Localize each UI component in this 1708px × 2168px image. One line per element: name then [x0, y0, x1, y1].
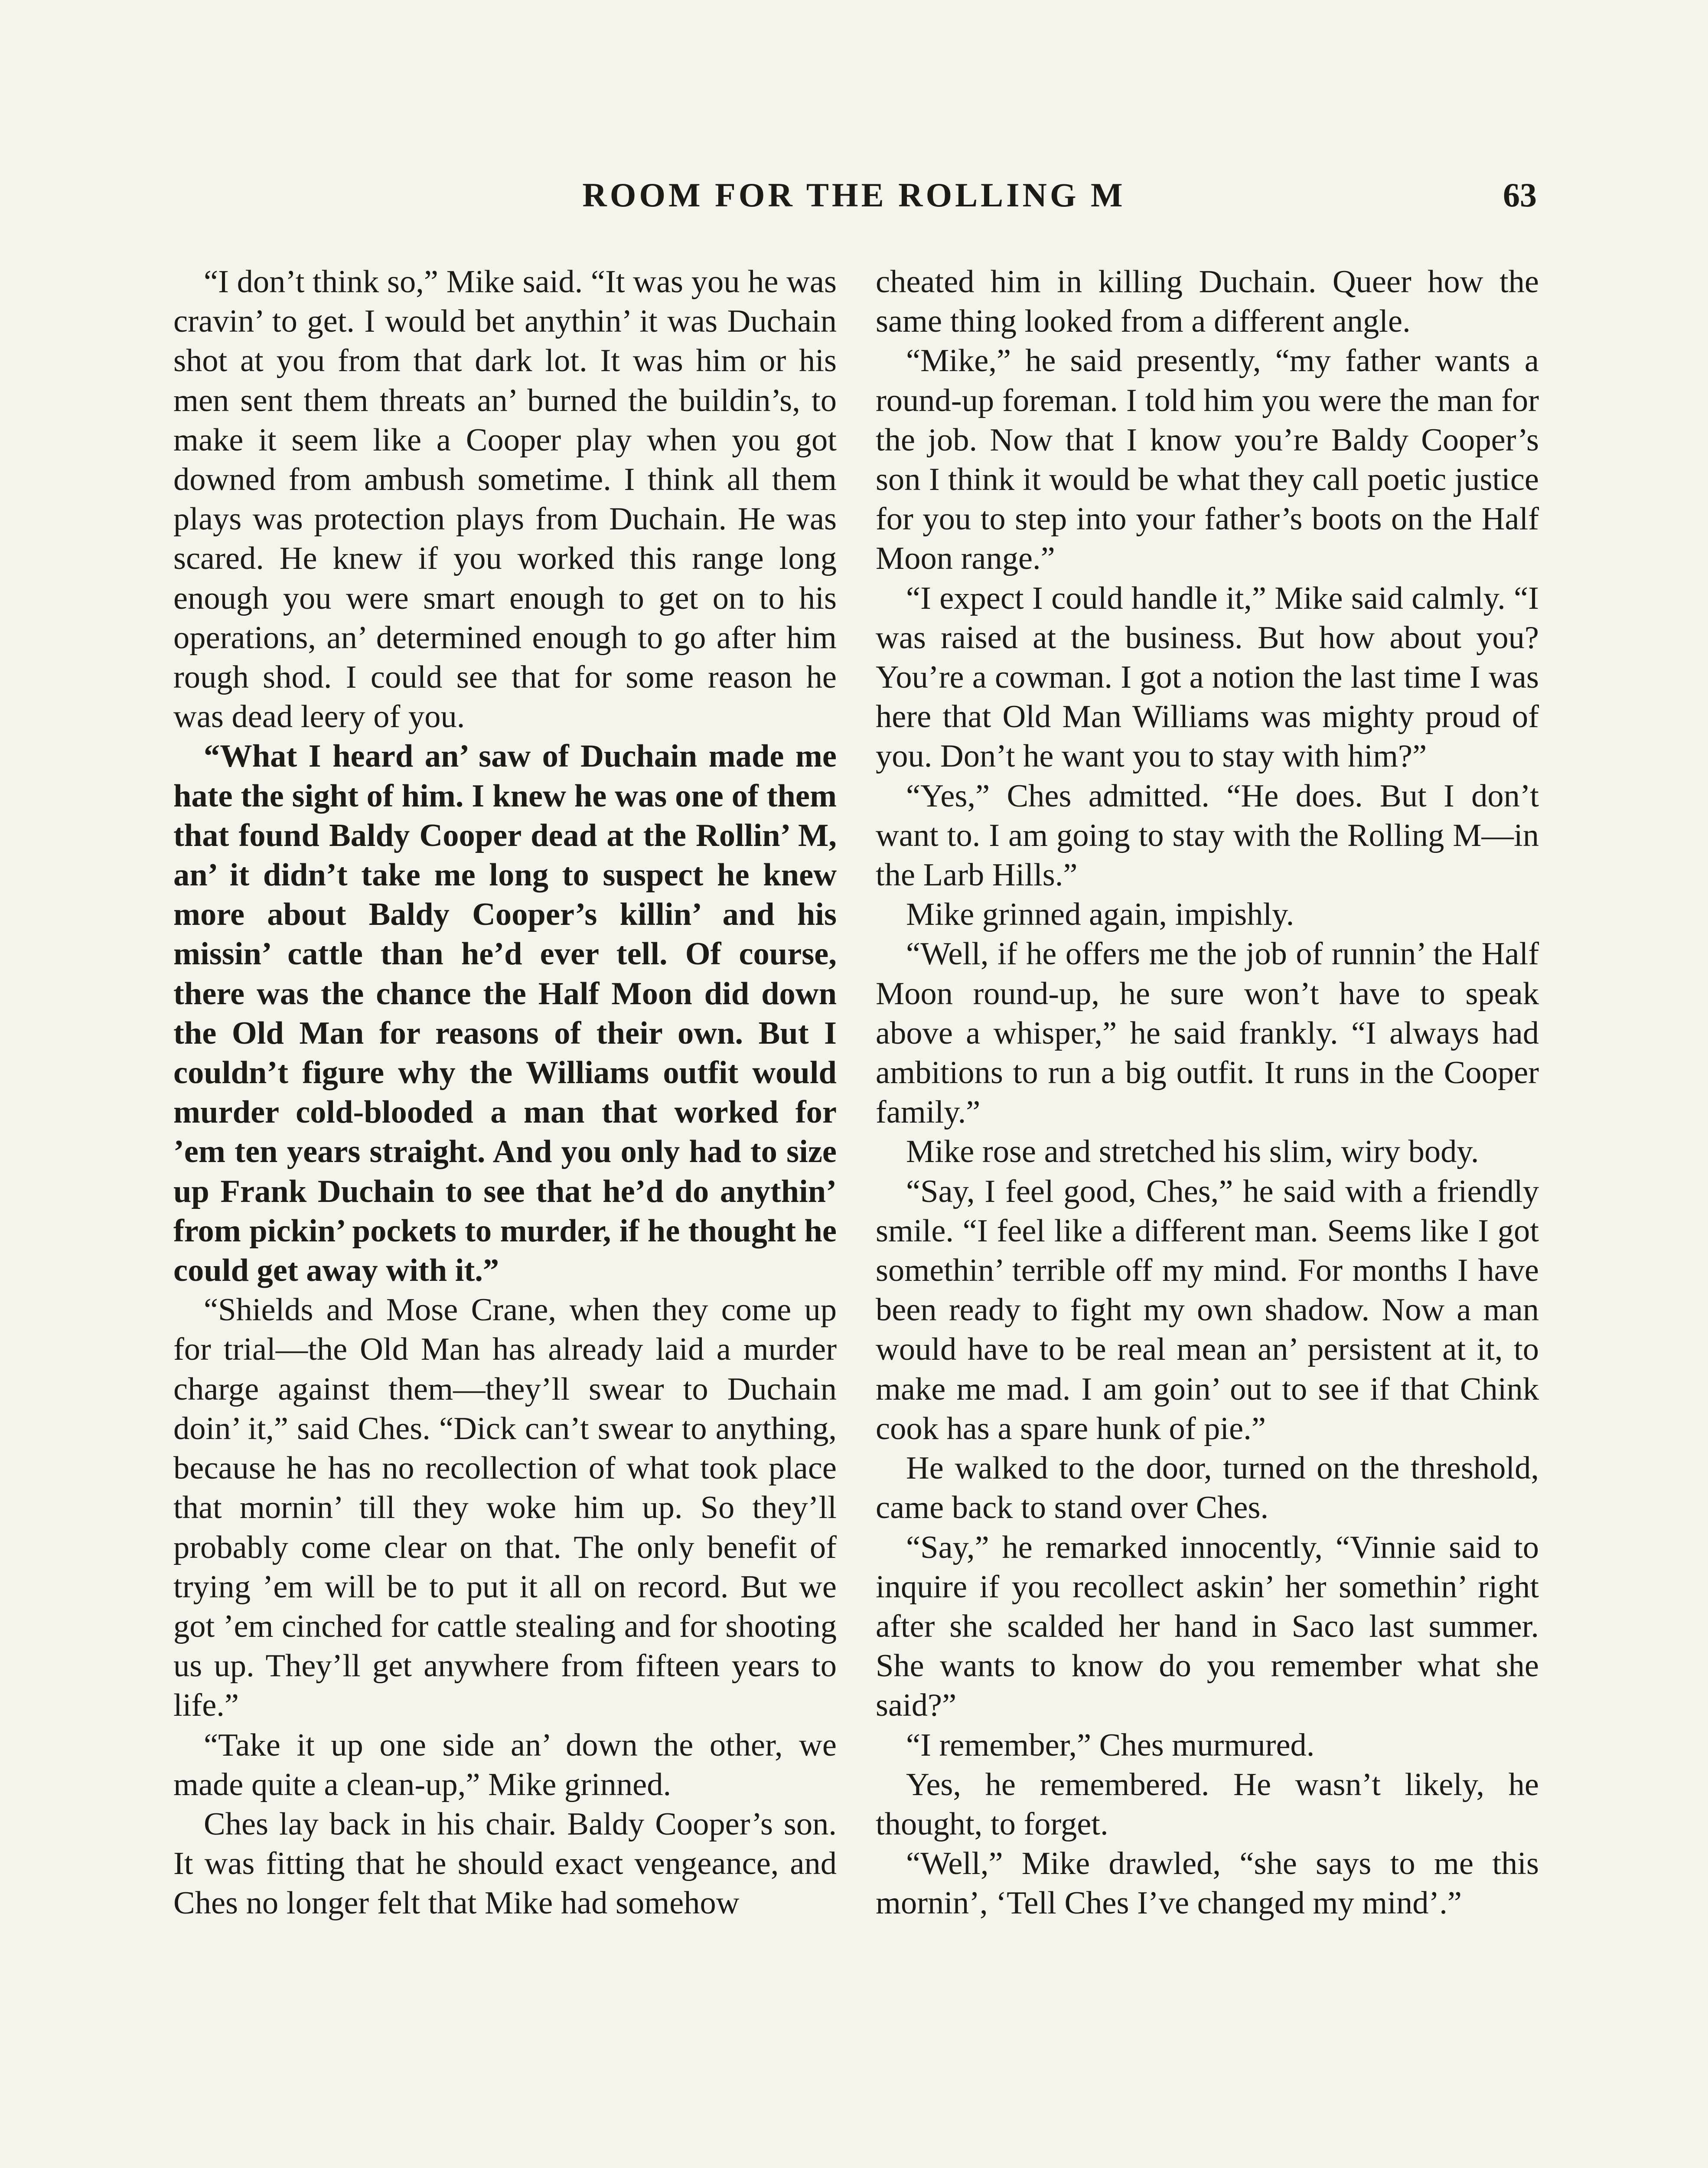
running-head [171, 176, 1537, 223]
paragraph: cheated him in killing Duchain. Queer how the same thing looked from a different angle. [876, 264, 1539, 340]
paragraph: “Take it up one side an’ down the other, we made quite a clean-up,” Mike grinned. [173, 1727, 837, 1802]
page-number: 63 [1503, 176, 1537, 214]
paragraph: Mike rose and stretched his slim, wiry body. [906, 1134, 1479, 1170]
paragraph: Mike grinned again, impishly. [906, 897, 1294, 933]
running-title: ROOM FOR THE ROLLING M [582, 176, 1126, 214]
right-column [876, 262, 1539, 1923]
paragraph: “I remember,” Ches murmured. [906, 1727, 1315, 1763]
paragraph: “Say,” he remarked innocently, “Vinnie said to inquire if you recollect askin’ her somethin’ right after she scalded her hand in Saco last summer. She wants to know do you remember what she said?” [876, 1529, 1539, 1724]
paragraph: “Yes,” Ches admitted. “He does. But I don’t want to. I am going to stay with the Rolling M—in the Larb Hills.” [876, 778, 1539, 893]
left-column [173, 262, 837, 1923]
paragraph: “Shields and Mose Crane, when they come up for trial—the Old Man has already laid a murder charge against them—they’ll swear to Duchain doin’ it,” said Ches. “Dick can’t swear to anything, because he has no recollection of what took place that mornin’ till they woke him up. So they’ll probably come clear on that. The only benefit of trying ’em will be to put it all on record. But we got ’em cinched for cattle stealing and for shooting us up. They’ll get anywhere from fifteen years to life.” [173, 1292, 837, 1724]
paragraph: Yes, he remembered. He wasn’t likely, he thought, to forget. [876, 1766, 1539, 1842]
paragraph: “Say, I feel good, Ches,” he said with a friendly smile. “I feel like a different man. Seems like I got somethin’ terrible off my mind. For months I have been ready to fight my own shadow. Now a man would have to be real mean an’ persistent at it, to make me mad. I am goin’ out to see if that Chink cook has a spare hunk of pie.” [876, 1173, 1539, 1446]
paragraph: “Well,” Mike drawled, “she says to me this mornin’, ‘Tell Ches I’ve changed my mind’.” [876, 1846, 1539, 1921]
paragraph: “Mike,” he said presently, “my father wants a round-up foreman. I told him you were the man for the job. Now that I know you’re Baldy Cooper’s son I think it would be what they call poetic justice for you to step into your father’s boots on the Half Moon range.” [876, 343, 1539, 577]
paragraph: Ches lay back in his chair. Baldy Cooper’s son. It was fitting that he should exact vengeance, and Ches no longer felt that Mike had somehow [173, 1806, 837, 1921]
paragraph: “I expect I could handle it,” Mike said calmly. “I was raised at the business. But how about you? You’re a cowman. I got a notion the last time I was here that Old Man Williams was mighty proud of you. Don’t he want you to stay with him?” [876, 580, 1539, 774]
paragraph: “I don’t think so,” Mike said. “It was you he was cravin’ to get. I would bet anythin’ it was Duchain shot at you from that dark lot. It was him or his men sent them threats an’ burned the buildin’s, to make it seem like a Cooper play when you got downed from ambush sometime. I think all them plays was protection plays from Duchain. He was scared. He knew if you worked this range long enough you were smart enough to get on to his operations, an’ determined enough to go after him rough shod. I could see that for some reason he was dead leery of you. [173, 264, 837, 735]
paragraph: “Well, if he offers me the job of runnin’ the Half Moon round-up, he sure won’t have to speak above a whisper,” he said frankly. “I always had ambitions to run a big outfit. It runs in the Cooper family.” [876, 936, 1539, 1130]
paragraph: He walked to the door, turned on the threshold, came back to stand over Ches. [876, 1450, 1539, 1526]
paragraph: “What I heard an’ saw of Duchain made me hate the sight of him. I knew he was one of them that found Baldy Cooper dead at the Rollin’ M, an’ it didn’t take me long to suspect he knew more about Baldy Cooper’s killin’ and his missin’ cattle than he’d ever tell. Of course, there was the chance the Half Moon did down the Old Man for reasons of their own. But I couldn’t figure why the Williams outfit would murder cold-blooded a man that worked for ’em ten years straight. And you only had to size up Frank Duchain to see that he’d do anythin’ from pickin’ pockets to murder, if he thought he could get away with it.” [173, 738, 837, 1289]
